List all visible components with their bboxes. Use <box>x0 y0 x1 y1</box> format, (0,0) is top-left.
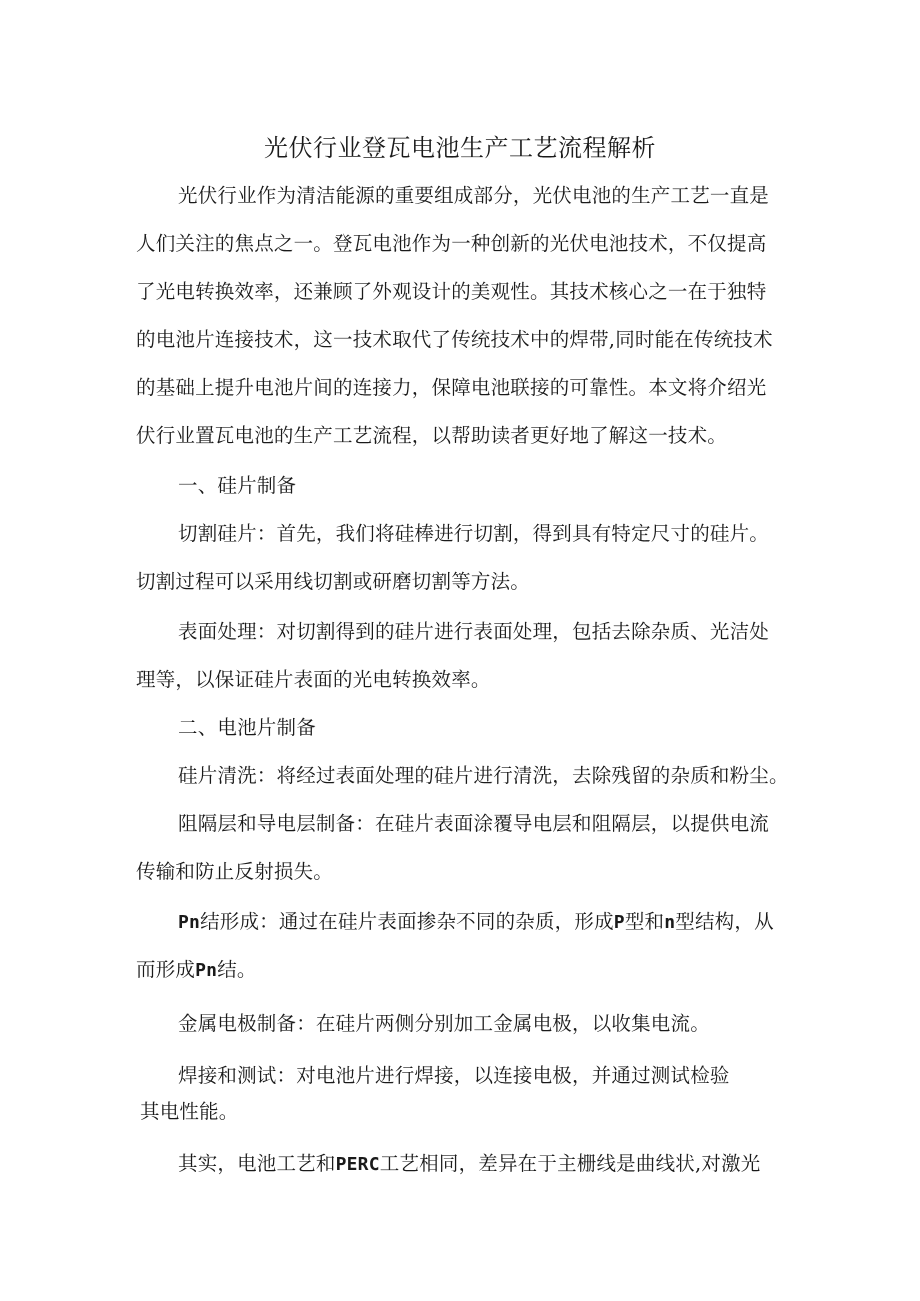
cleaning-paragraph-line: 硅片清洗：将经过表面处理的硅片进行清洗，去除残留的杂质和粉尘。 <box>178 764 789 787</box>
intro-line: 人们关注的焦点之一。登瓦电池作为一种创新的光伏电池技术，不仅提高 <box>136 232 767 255</box>
pn-text: 而形成 <box>136 958 196 981</box>
pn-text: 型和 <box>624 910 665 933</box>
cutting-paragraph-line: 切割硅片：首先，我们将硅棒进行切割，得到具有特定尺寸的硅片。 <box>178 522 770 545</box>
barrier-paragraph-line: 阻隔层和导电层制备：在硅片表面涂覆导电层和阻隔层，以提供电流 <box>178 812 770 835</box>
pn-text: 型结构，从 <box>675 910 774 933</box>
intro-line: 的基础上提升电池片间的连接力，保障电池联接的可靠性。本文将介绍光 <box>136 376 767 399</box>
cutting-paragraph-line: 切割过程可以采用线切割或研磨切割等方法。 <box>136 570 531 593</box>
intro-line: 了光电转换效率，还兼顾了外观设计的美观性。其技术核心之一在于独特 <box>136 280 767 303</box>
n-term: n <box>664 912 676 933</box>
pn-term: Pn <box>195 960 218 981</box>
p-term: P <box>613 912 625 933</box>
pn-text: 结。 <box>217 958 257 981</box>
section-heading-wafer: 一、硅片制备 <box>178 474 297 497</box>
surface-paragraph-line: 理等，以保证硅片表面的光电转换效率。 <box>136 668 491 691</box>
barrier-paragraph-line: 传输和防止反射损失。 <box>136 860 334 883</box>
perc-text: 工艺相同，差异在于主栅线是曲线状,对激光 <box>379 1152 761 1175</box>
pn-term: Pn <box>178 912 201 933</box>
perc-term: PERC <box>335 1154 380 1175</box>
electrode-paragraph-line: 金属电极制备：在硅片两侧分别加工金属电极，以收集电流。 <box>178 1012 710 1035</box>
welding-paragraph-line: 其电性能。 <box>140 1100 239 1123</box>
surface-paragraph-line: 表面处理：对切割得到的硅片进行表面处理，包括去除杂质、光洁处 <box>178 620 770 643</box>
pn-paragraph-line <box>0 954 920 987</box>
pn-paragraph-line <box>0 906 920 939</box>
perc-paragraph-line <box>0 1148 920 1181</box>
intro-line: 的电池片连接技术，这一技术取代了传统技术中的焊带,同时能在传统技术 <box>136 328 773 351</box>
perc-text: 其实，电池工艺和 <box>178 1152 336 1175</box>
pn-text: 结形成：通过在硅片表面掺杂不同的杂质，形成 <box>200 910 614 933</box>
intro-line: 伏行业置瓦电池的生产工艺流程，以帮助读者更好地了解这一技术。 <box>136 424 728 447</box>
intro-line: 光伏行业作为清洁能源的重要组成部分，光伏电池的生产工艺一直是 <box>178 184 770 207</box>
welding-paragraph-line: 焊接和测试：对电池片进行焊接，以连接电极，并通过测试检验 <box>178 1064 730 1087</box>
section-heading-cell: 二、电池片制备 <box>178 716 316 739</box>
document-title: 光伏行业登瓦电池生产工艺流程解析 <box>264 134 656 162</box>
